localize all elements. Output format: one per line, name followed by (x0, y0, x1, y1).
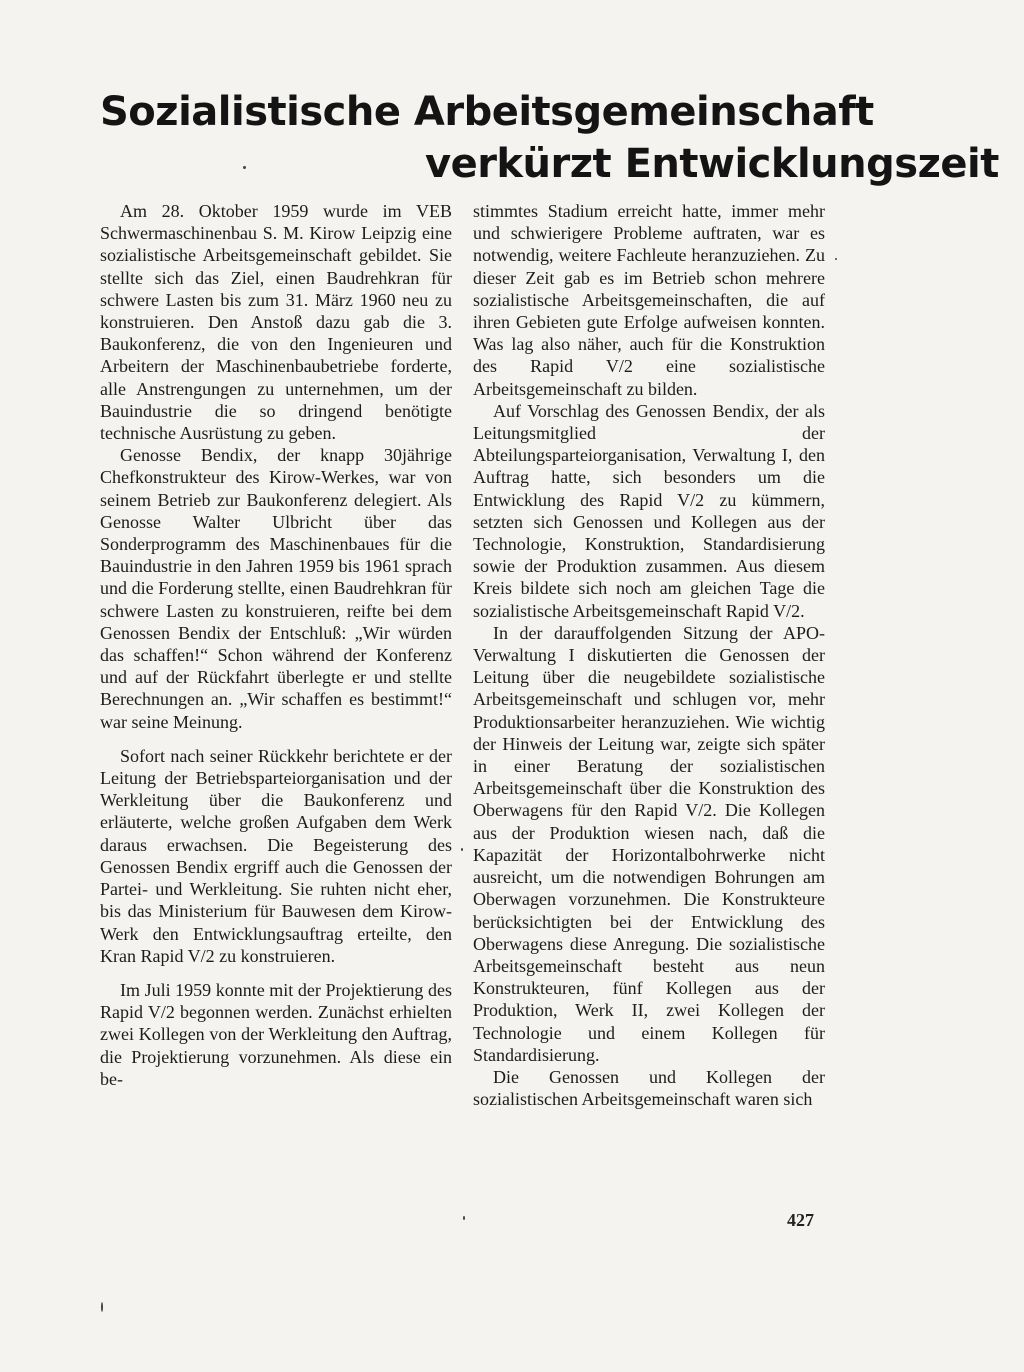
paragraph: Am 28. Oktober 1959 wurde im VEB Schwermaschinenbau S. M. Kirow Leipzig eine sozialistische Arbeitsgemeinschaft gebildet. Sie stellte sich das Ziel, einen Baudrehkran für schwere Lasten bis zum 31. März 1960 neu zu konstruieren. Den Anstoß dazu gab die 3. Baukonferenz, die von den Ingenieuren und Arbeitern der Maschinenbaubetriebe forderte, alle Anstrengungen zu unternehmen, um der Bauindustrie die so dringend benötigte technische Ausrüstung zu geben. (100, 201, 452, 444)
article-title-line-1: Sozialistische Arbeitsgemeinschaft (100, 89, 874, 135)
scan-speck (461, 848, 463, 851)
scan-speck (243, 166, 246, 169)
paragraph: Sofort nach seiner Rückkehr berichtete er der Leitung der Betriebsparteiorganisation und der Werkleitung über die Baukonferenz und erläuterte, welche großen Aufgaben dem Werk daraus erwachsen. Die Begeisterung des Genossen Bendix ergriff auch die Genossen der Partei- und Werkleitung. Sie ruhten nicht eher, bis das Ministerium für Bauwesen dem Kirow-Werk den Entwicklungsauftrag erteilte, den Kran Rapid V/2 zu konstruieren. (100, 745, 452, 966)
paragraph: Genosse Bendix, der knapp 30jährige Chefkonstrukteur des Kirow-Werkes, war von seinem Betrieb zur Baukonferenz delegiert. Als Genosse Walter Ulbricht über das Sonderprogramm des Maschinenbaues für die Bauindustrie in den Jahren 1959 bis 1961 sprach und die Forderung stellte, einen Baudrehkran für schwere Lasten zu konstruieren, reifte bei dem Genossen Bendix der Entschluß: „Wir würden das schaffen!“ Schon während der Konferenz und auf der Rückfahrt überlegte er und stellte Berechnungen an. „Wir schaffen es bestimmt!“ war seine Meinung. (100, 445, 452, 732)
scan-speck (835, 258, 837, 260)
left-column (100, 200, 452, 1090)
paragraph: In der darauffolgenden Sitzung der APO-Verwaltung I diskutierten die Genossen der Leitung über die neugebildete sozialistische Arbeitsgemeinschaft und schlugen vor, mehr Produktionsarbeiter heranzuziehen. Wie wichtig der Hinweis der Leitung war, zeigte sich später in einer Beratung der sozialistischen Arbeitsgemeinschaft über die Konstruktion des Oberwagens für den Rapid V/2. Die Kollegen aus der Produktion wiesen nach, daß die Kapazität der Horizontalbohrwerke nicht ausreicht, um die notwendigen Bohrungen am Oberwagen vorzunehmen. Die Konstrukteure berücksichtigten bei der Entwicklung des Oberwagens diese Anregung. Die sozialistische Arbeitsgemeinschaft besteht aus neun Konstrukteuren, fünf Kollegen aus der Produktion, Werk II, zwei Kollegen der Technologie und einem Kollegen für Standardisierung. (473, 622, 825, 1065)
paragraph: Die Genossen und Kollegen der sozialistischen Arbeitsgemeinschaft waren sich (473, 1066, 825, 1110)
paragraph: stimmtes Stadium erreicht hatte, immer mehr und schwierigere Probleme auftraten, war es notwendig, weitere Fachleute heranzuziehen. Zu dieser Zeit gab es im Betrieb schon mehrere sozialistische Arbeitsgemeinschaften, die auf ihren Gebieten gute Erfolge aufweisen konnten. Was lag also näher, auch für die Konstruktion des Rapid V/2 eine sozialistische Arbeitsgemeinschaft zu bilden. (473, 201, 825, 399)
scan-speck (101, 1302, 103, 1312)
article-title-line-2: verkürzt Entwicklungszeit (425, 141, 999, 187)
page-number: 427 (787, 1210, 814, 1230)
scan-speck (463, 1216, 465, 1220)
right-column (473, 200, 825, 1110)
paragraph: Im Juli 1959 konnte mit der Projektierung des Rapid V/2 begonnen werden. Zunächst erhielten zwei Kollegen von der Werkleitung den Auftrag, die Projektierung vorzunehmen. Als diese ein be- (100, 979, 452, 1089)
paragraph: Auf Vorschlag des Genossen Bendix, der als Leitungsmitglied der Abteilungsparteiorganisation, Verwaltung I, den Auftrag hatte, sich besonders um die Entwicklung des Rapid V/2 zu kümmern, setzten sich Genossen und Kollegen aus der Technologie, Konstruktion, Standardisierung sowie der Produktion zusammen. Aus diesem Kreis bildete sich noch am gleichen Tage die sozialistische Arbeitsgemeinschaft Rapid V/2. (473, 400, 825, 621)
